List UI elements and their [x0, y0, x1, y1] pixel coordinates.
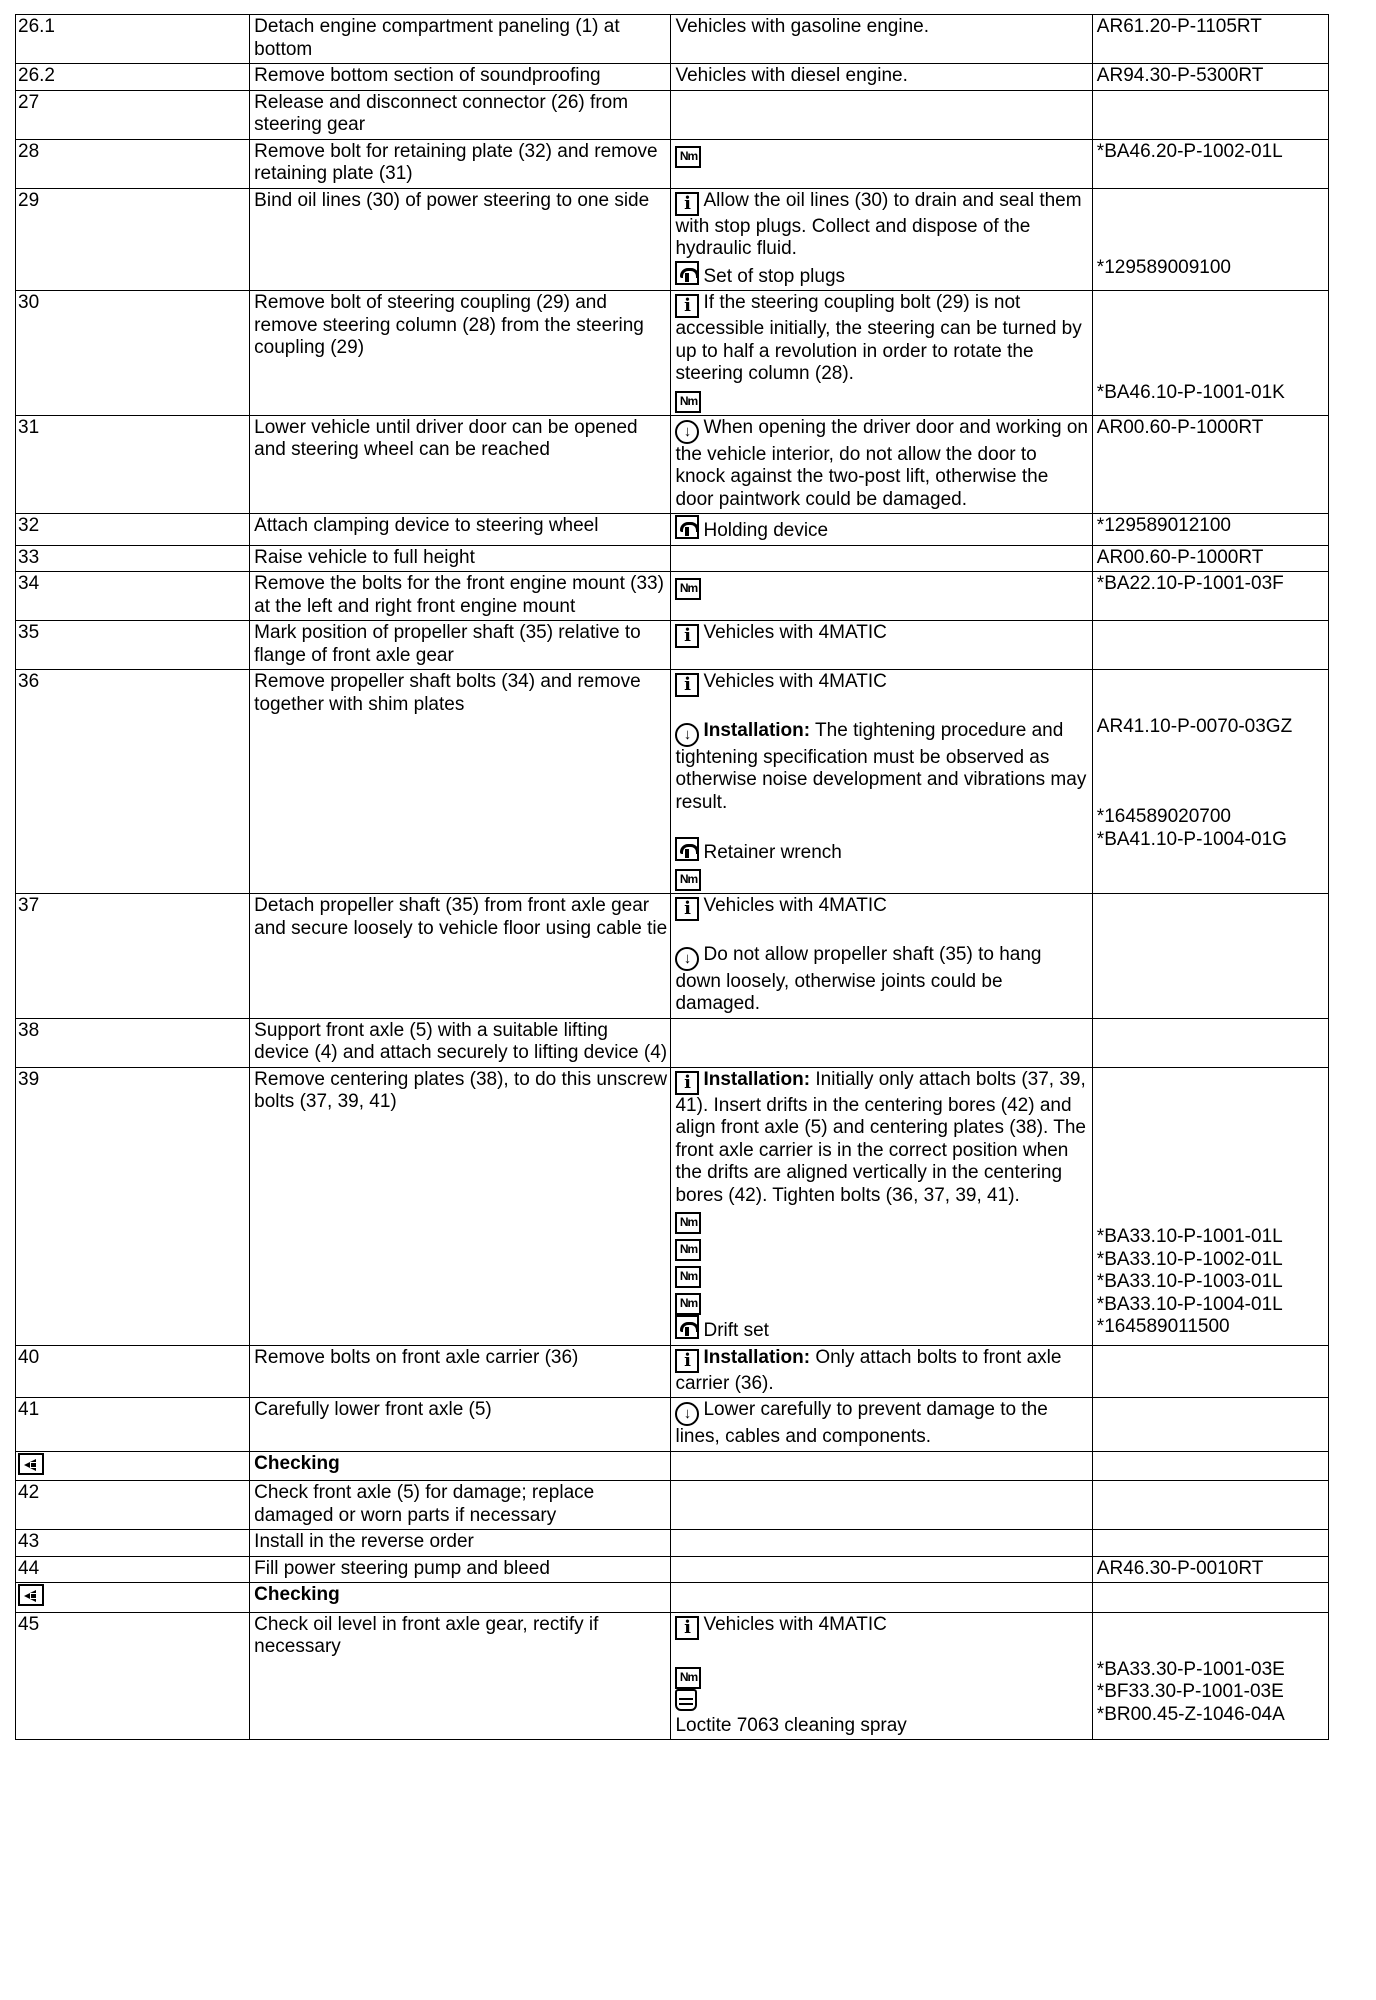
- action-cell: [250, 670, 671, 894]
- note-text: Loctite 7063 cleaning spray: [675, 1714, 907, 1736]
- action-cell: [250, 15, 671, 64]
- info-icon: i: [675, 624, 699, 648]
- notes-cell: [671, 1530, 1092, 1557]
- reference-code: [1097, 1204, 1325, 1227]
- procedure-row: [16, 1583, 1329, 1613]
- procedure-row: [16, 15, 1329, 64]
- notes-cell: [671, 15, 1092, 64]
- reference-cell: [1092, 415, 1328, 514]
- torque-icon: Nm: [675, 1667, 701, 1689]
- reference-code: *BA33.10-P-1003-01L: [1096, 1271, 1283, 1292]
- note-text: Do not allow propeller shaft (35) to hang down loosely, otherwise joints could be damaged.: [675, 943, 1042, 1014]
- reference-cell: [1092, 670, 1328, 894]
- reference-code: [1097, 1614, 1325, 1637]
- action-cell: [250, 90, 671, 139]
- note-text: Lower carefully to prevent damage to the lines, cables and components.: [675, 1399, 1048, 1447]
- action-text: Raise vehicle to full height: [254, 546, 475, 568]
- note-line: [675, 697, 1088, 720]
- reference-code: [1097, 694, 1325, 717]
- notes-cell: [671, 1612, 1092, 1740]
- reference-code: *BA33.30-P-1001-03E: [1096, 1658, 1285, 1680]
- action-cell: [250, 1451, 671, 1481]
- reference-code: *BA33.10-P-1004-01L: [1096, 1293, 1283, 1315]
- step-number-cell: [16, 1398, 250, 1452]
- reference-code: [1097, 235, 1325, 258]
- reference-code: *BA46.20-P-1002-01L: [1096, 140, 1283, 162]
- warning-icon: ↓: [675, 947, 699, 971]
- notes-cell: [671, 894, 1092, 1019]
- note-line: [675, 1234, 1088, 1261]
- step-number-cell: [16, 64, 250, 91]
- notes-cell: [671, 415, 1092, 514]
- reference-cell: [1092, 1556, 1328, 1583]
- note-line: [675, 292, 1088, 386]
- step-number-cell: [16, 291, 250, 416]
- action-cell: [250, 545, 671, 572]
- note-line: [675, 944, 1088, 1016]
- step-number-cell: [16, 139, 250, 188]
- action-text: Install in the reverse order: [254, 1531, 474, 1552]
- note-line: [675, 1689, 1088, 1715]
- section-heading: Checking: [254, 1584, 340, 1605]
- procedure-row: [16, 188, 1329, 291]
- note-text: Vehicles with diesel engine.: [675, 65, 908, 86]
- action-text: Fill power steering pump and bleed: [254, 1557, 550, 1579]
- torque-icon: Nm: [675, 1293, 701, 1315]
- note-line: [675, 417, 1088, 512]
- notes-cell: [671, 1583, 1092, 1613]
- step-number: 32: [18, 515, 40, 536]
- info-icon: i: [675, 1616, 699, 1640]
- step-number-cell: [16, 670, 250, 894]
- action-cell: [250, 1398, 671, 1452]
- note-text: Holding device: [703, 520, 829, 541]
- note-line: [675, 1288, 1088, 1315]
- reference-code: *129589012100: [1096, 515, 1231, 536]
- reference-code: [1097, 315, 1325, 338]
- checking-icon: [18, 1453, 44, 1475]
- note-text: Vehicles with 4MATIC: [703, 622, 887, 643]
- info-icon: i: [675, 1349, 699, 1373]
- step-number-cell: [16, 572, 250, 621]
- procedure-row: [16, 1067, 1329, 1345]
- note-text: Initially only attach bolts (37, 39, 41). Insert drifts in the centering bores (42) and align front axle (5) and centering plates (38). The front axle carrier is in the correct position when the drifts are aligned vertically in the centering bores (42). Tighten bolts (36, 37, 39, 41).: [675, 1068, 1086, 1206]
- section-heading: Checking: [254, 1452, 340, 1474]
- action-text: Lower vehicle until driver door can be opened and steering wheel can be reached: [254, 416, 638, 460]
- note-text: The tightening procedure and tightening specification must be observed as otherwise noise development and vibrations may result.: [675, 719, 1087, 813]
- reference-code: *BA22.10-P-1001-03F: [1096, 573, 1284, 594]
- reference-code: [1097, 337, 1325, 360]
- note-line: [675, 1715, 1088, 1738]
- procedure-row: [16, 1612, 1329, 1740]
- reference-code: AR46.30-P-0010RT: [1096, 1557, 1264, 1579]
- notes-cell: [671, 1398, 1092, 1452]
- reference-code: [1097, 212, 1325, 235]
- action-cell: [250, 1481, 671, 1530]
- procedure-rows: [16, 15, 1329, 1740]
- step-number: 34: [18, 573, 40, 594]
- note-line: [675, 1069, 1088, 1208]
- action-cell: [250, 291, 671, 416]
- note-text: Allow the oil lines (30) to drain and seal them with stop plugs. Collect and dispose of the hydraulic fluid.: [675, 189, 1082, 259]
- action-text: Attach clamping device to steering wheel: [254, 515, 599, 536]
- reference-code: AR94.30-P-5300RT: [1096, 65, 1264, 86]
- step-number-cell: [16, 415, 250, 514]
- step-number: 41: [18, 1399, 40, 1420]
- action-text: Bind oil lines (30) of power steering to one side: [254, 189, 650, 211]
- procedure-row: [16, 415, 1329, 514]
- special-tool-icon: [675, 515, 699, 539]
- notes-cell: [671, 621, 1092, 670]
- torque-icon: Nm: [675, 1239, 701, 1261]
- reference-cell: [1092, 139, 1328, 188]
- step-number: 31: [18, 416, 40, 438]
- notes-cell: [671, 1018, 1092, 1067]
- reference-cell: [1092, 291, 1328, 416]
- reference-code: [1097, 1636, 1325, 1659]
- reference-cell: [1092, 64, 1328, 91]
- note-line: [675, 386, 1088, 413]
- action-text: Release and disconnect connector (26) from steering gear: [254, 91, 629, 135]
- action-cell: [250, 139, 671, 188]
- warning-icon: ↓: [675, 420, 699, 444]
- step-number-cell: [16, 894, 250, 1019]
- step-number-cell: [16, 90, 250, 139]
- step-number: 26.2: [18, 65, 55, 86]
- notes-cell: [671, 1067, 1092, 1345]
- reference-code: *164589011500: [1096, 1316, 1230, 1337]
- reference-cell: [1092, 15, 1328, 64]
- step-number-cell: [16, 15, 250, 64]
- note-line: [675, 1614, 1088, 1640]
- note-line: [675, 622, 1088, 648]
- step-number: 36: [18, 671, 40, 692]
- notes-cell: [671, 1481, 1092, 1530]
- action-cell: [250, 1612, 671, 1740]
- procedure-row: [16, 514, 1329, 546]
- note-label: Installation:: [703, 719, 811, 741]
- step-number: 35: [18, 622, 40, 643]
- notes-cell: [671, 1345, 1092, 1398]
- reference-code: [1097, 784, 1325, 807]
- action-text: Remove the bolts for the front engine mount (33) at the left and right front engine mount: [254, 573, 664, 617]
- reference-code: AR41.10-P-0070-03GZ: [1096, 716, 1293, 737]
- torque-icon: Nm: [675, 146, 701, 168]
- step-number-cell: [16, 1530, 250, 1557]
- note-text: Retainer wrench: [703, 841, 842, 863]
- procedure-row: [16, 1481, 1329, 1530]
- step-number-cell: [16, 1583, 250, 1613]
- action-text: Remove bottom section of soundproofing: [254, 65, 601, 86]
- action-cell: [250, 1067, 671, 1345]
- torque-icon: Nm: [675, 869, 701, 891]
- special-tool-icon: [675, 261, 699, 285]
- step-number: 44: [18, 1557, 40, 1579]
- note-label: Installation:: [703, 1346, 811, 1368]
- action-cell: [250, 894, 671, 1019]
- procedure-row: [16, 572, 1329, 621]
- procedure-row: [16, 1451, 1329, 1481]
- note-line: [675, 141, 1088, 168]
- note-text: When opening the driver door and working on the vehicle interior, do not allow the door to knock against the two-post lift, otherwise the door paintwork could be damaged.: [675, 416, 1088, 510]
- note-line: [675, 814, 1088, 837]
- procedure-row: [16, 64, 1329, 91]
- note-line: [675, 1662, 1088, 1689]
- reference-code: [1097, 1136, 1325, 1159]
- note-text: Vehicles with 4MATIC: [703, 1613, 887, 1635]
- notes-cell: [671, 1451, 1092, 1481]
- step-number-cell: [16, 188, 250, 291]
- info-icon: i: [675, 192, 699, 216]
- step-number: 43: [18, 1531, 40, 1552]
- note-line: [675, 671, 1088, 697]
- step-number-cell: [16, 1345, 250, 1398]
- action-text: Remove bolts on front axle carrier (36): [254, 1346, 579, 1368]
- note-text: If the steering coupling bolt (29) is not accessible initially, the steering can be turned by up to half a revolution in order to rotate the steering column (28).: [675, 292, 1082, 384]
- note-line: [675, 16, 1088, 39]
- procedure-row: [16, 1556, 1329, 1583]
- action-cell: [250, 1556, 671, 1583]
- step-number: 30: [18, 292, 40, 313]
- reference-code: [1097, 292, 1325, 315]
- reference-code: AR00.60-P-1000RT: [1096, 546, 1264, 568]
- reference-cell: [1092, 514, 1328, 546]
- special-tool-icon: [675, 837, 699, 861]
- notes-cell: [671, 1556, 1092, 1583]
- note-line: [675, 837, 1088, 865]
- step-number: 26.1: [18, 16, 55, 37]
- note-text: Set of stop plugs: [703, 265, 846, 287]
- reference-cell: [1092, 1583, 1328, 1613]
- note-line: [675, 515, 1088, 543]
- reference-cell: [1092, 1067, 1328, 1345]
- reference-code: *BR00.45-Z-1046-04A: [1096, 1703, 1285, 1725]
- note-line: [675, 261, 1088, 289]
- procedure-row: [16, 291, 1329, 416]
- reference-code: *164589020700: [1096, 806, 1231, 827]
- info-icon: i: [675, 897, 699, 921]
- step-number-cell: [16, 514, 250, 546]
- procedure-row: [16, 90, 1329, 139]
- reference-cell: [1092, 1398, 1328, 1452]
- step-number: 27: [18, 91, 40, 113]
- reference-code: [1097, 739, 1325, 762]
- action-cell: [250, 1018, 671, 1067]
- step-number-cell: [16, 1556, 250, 1583]
- note-line: [675, 1315, 1088, 1343]
- reference-code: [1097, 1091, 1325, 1114]
- reference-cell: [1092, 90, 1328, 139]
- procedure-row: [16, 139, 1329, 188]
- reference-code: [1097, 190, 1325, 213]
- action-text: Support front axle (5) with a suitable lifting device (4) and attach securely to lifting device (4): [254, 1019, 668, 1063]
- reference-code: *BA33.10-P-1001-01L: [1096, 1226, 1283, 1247]
- reference-code: *129589009100: [1096, 257, 1231, 278]
- note-line: [675, 573, 1088, 600]
- action-cell: [250, 621, 671, 670]
- note-line: [675, 864, 1088, 891]
- reference-cell: [1092, 1530, 1328, 1557]
- procedure-row: [16, 1530, 1329, 1557]
- warning-icon: ↓: [675, 723, 699, 747]
- procedure-row: [16, 1345, 1329, 1398]
- action-cell: [250, 572, 671, 621]
- action-text: Carefully lower front axle (5): [254, 1399, 492, 1420]
- action-text: Remove propeller shaft bolts (34) and remove together with shim plates: [254, 671, 641, 715]
- step-number: 37: [18, 895, 40, 916]
- action-cell: [250, 514, 671, 546]
- action-cell: [250, 1530, 671, 1557]
- action-text: Check oil level in front axle gear, rectify if necessary: [254, 1613, 599, 1657]
- reference-code: [1097, 1181, 1325, 1204]
- note-text: Only attach bolts to front axle carrier (36).: [675, 1346, 1062, 1394]
- action-text: Check front axle (5) for damage; replace damaged or worn parts if necessary: [254, 1482, 595, 1526]
- notes-cell: [671, 291, 1092, 416]
- torque-icon: Nm: [675, 391, 701, 413]
- step-number-cell: [16, 545, 250, 572]
- note-line: [675, 1207, 1088, 1234]
- procedure-table: [15, 14, 1329, 1740]
- action-cell: [250, 64, 671, 91]
- notes-cell: [671, 64, 1092, 91]
- step-number: 29: [18, 189, 40, 211]
- note-text: Vehicles with gasoline engine.: [675, 16, 929, 37]
- action-text: Remove bolt for retaining plate (32) and remove retaining plate (31): [254, 140, 658, 184]
- checking-icon: [18, 1584, 44, 1606]
- step-number-cell: [16, 1067, 250, 1345]
- info-icon: i: [675, 673, 699, 697]
- reference-cell: [1092, 545, 1328, 572]
- note-text: Drift set: [703, 1320, 769, 1341]
- step-number: 38: [18, 1019, 40, 1041]
- reference-cell: [1092, 1451, 1328, 1481]
- note-text: Vehicles with 4MATIC: [703, 671, 887, 692]
- note-label: Installation:: [703, 1068, 811, 1090]
- step-number-cell: [16, 1451, 250, 1481]
- action-text: Detach propeller shaft (35) from front axle gear and secure loosely to vehicle floor using cable tie: [254, 895, 668, 939]
- reference-code: *BF33.30-P-1001-03E: [1096, 1681, 1284, 1702]
- procedure-row: [16, 670, 1329, 894]
- note-text: Vehicles with 4MATIC: [703, 895, 887, 916]
- action-text: Remove centering plates (38), to do this unscrew bolts (37, 39, 41): [254, 1068, 668, 1112]
- reference-code: [1097, 671, 1325, 694]
- reference-cell: [1092, 572, 1328, 621]
- reference-cell: [1092, 621, 1328, 670]
- action-cell: [250, 415, 671, 514]
- step-number: 28: [18, 140, 40, 162]
- info-icon: i: [675, 294, 699, 318]
- note-line: [675, 190, 1088, 261]
- notes-cell: [671, 572, 1092, 621]
- note-line: [675, 65, 1088, 88]
- step-number-cell: [16, 1612, 250, 1740]
- note-line: [675, 1261, 1088, 1288]
- procedure-row: [16, 621, 1329, 670]
- action-cell: [250, 188, 671, 291]
- action-text: Remove bolt of steering coupling (29) and remove steering column (28) from the steering coupling (29): [254, 292, 644, 358]
- reference-cell: [1092, 894, 1328, 1019]
- reference-code: *BA46.10-P-1001-01K: [1096, 382, 1285, 403]
- reference-code: [1097, 360, 1325, 383]
- special-tool-icon: [675, 1315, 699, 1339]
- step-number: 40: [18, 1346, 40, 1368]
- action-text: Detach engine compartment paneling (1) at bottom: [254, 16, 620, 60]
- note-line: [675, 1640, 1088, 1663]
- reference-code: [1097, 1114, 1325, 1137]
- reference-code: *BA41.10-P-1004-01G: [1096, 828, 1287, 850]
- reference-code: AR61.20-P-1105RT: [1096, 16, 1262, 37]
- info-icon: i: [675, 1071, 699, 1095]
- procedure-row: [16, 545, 1329, 572]
- action-text: Mark position of propeller shaft (35) relative to flange of front axle gear: [254, 622, 641, 666]
- warning-icon: ↓: [675, 1402, 699, 1426]
- note-line: [675, 1347, 1088, 1396]
- consumables-icon: [675, 1689, 697, 1711]
- note-line: [675, 921, 1088, 944]
- step-number: 42: [18, 1482, 40, 1503]
- reference-code: [1097, 1159, 1325, 1182]
- step-number-cell: [16, 1018, 250, 1067]
- reference-cell: [1092, 1018, 1328, 1067]
- notes-cell: [671, 188, 1092, 291]
- torque-icon: Nm: [675, 1212, 701, 1234]
- procedure-row: [16, 894, 1329, 1019]
- reference-cell: [1092, 1345, 1328, 1398]
- torque-icon: Nm: [675, 578, 701, 600]
- torque-icon: Nm: [675, 1266, 701, 1288]
- note-line: [675, 895, 1088, 921]
- procedure-row: [16, 1018, 1329, 1067]
- reference-code: [1097, 1069, 1325, 1092]
- note-line: [675, 720, 1088, 815]
- reference-code: [1097, 761, 1325, 784]
- step-number: 39: [18, 1068, 40, 1090]
- notes-cell: [671, 90, 1092, 139]
- reference-cell: [1092, 1481, 1328, 1530]
- notes-cell: [671, 670, 1092, 894]
- step-number: 33: [18, 546, 40, 568]
- reference-code: *BA33.10-P-1002-01L: [1096, 1248, 1283, 1270]
- action-cell: [250, 1583, 671, 1613]
- reference-code: AR00.60-P-1000RT: [1096, 416, 1264, 438]
- step-number-cell: [16, 1481, 250, 1530]
- notes-cell: [671, 139, 1092, 188]
- reference-cell: [1092, 188, 1328, 291]
- step-number-cell: [16, 621, 250, 670]
- procedure-row: [16, 1398, 1329, 1452]
- notes-cell: [671, 545, 1092, 572]
- note-line: [675, 1399, 1088, 1449]
- action-cell: [250, 1345, 671, 1398]
- reference-cell: [1092, 1612, 1328, 1740]
- step-number: 45: [18, 1613, 40, 1635]
- notes-cell: [671, 514, 1092, 546]
